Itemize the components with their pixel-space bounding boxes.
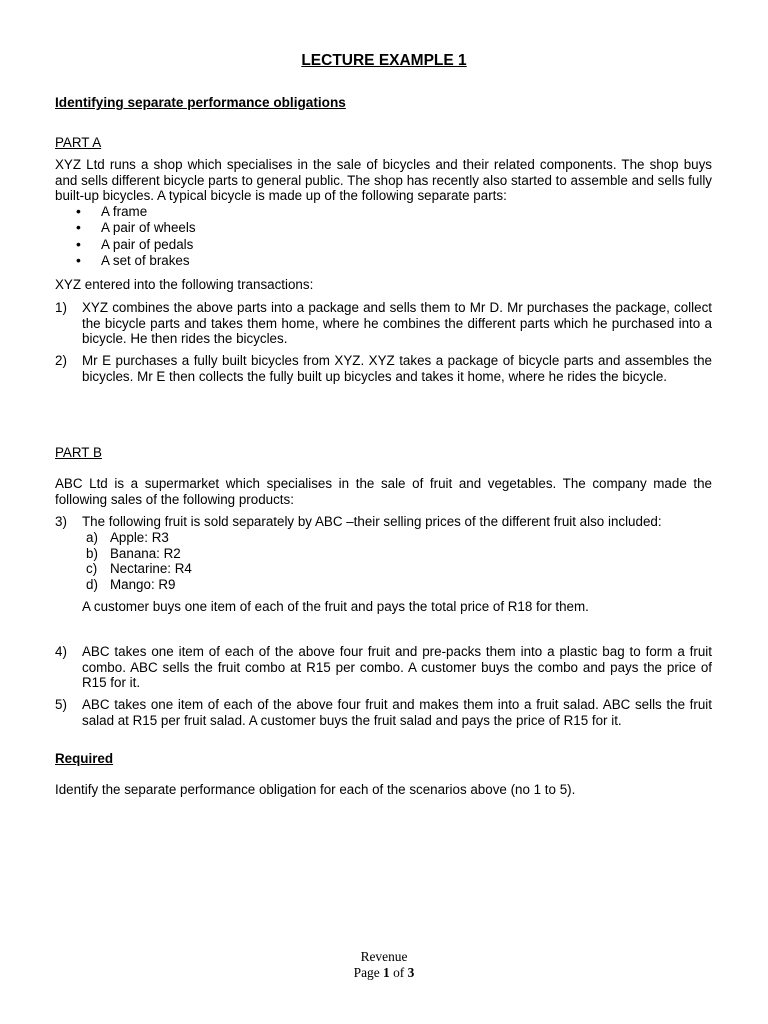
list-item: [86, 530, 192, 546]
item-text: Mr E purchases a fully built bicycles from XYZ. XYZ takes a package of bicycle parts and assembles the bicycles. Mr E then collects the fully built up bicycles and takes it home, where he rides the bicycle.: [82, 353, 712, 384]
item-number: 3): [55, 514, 67, 529]
item-number: 1): [55, 300, 67, 315]
list-item: [86, 546, 192, 562]
item-number: 4): [55, 644, 67, 659]
page-word: Page: [353, 965, 380, 980]
scenario-3: [55, 514, 712, 530]
scenario-5: [55, 697, 712, 728]
fruit-price: Nectarine: R4: [110, 561, 192, 577]
bullet-text: A frame: [101, 204, 148, 219]
item-text: The following fruit is sold separately by ABC –their selling prices of the different fruit also included:: [82, 514, 662, 529]
item-text: ABC takes one item of each of the above four fruit and pre-packs them into a plastic bag to form a fruit combo. ABC sells the fruit combo at R15 per combo. A customer buys the combo and pays the price of R15 for it.: [82, 644, 712, 691]
list-item: [86, 577, 192, 593]
part-b-intro: ABC Ltd is a supermarket which specialises in the sale of fruit and vegetables. The company made the following sales of the following products:: [55, 476, 712, 507]
footer-title: Revenue: [360, 949, 408, 964]
fruit-price-list: [86, 530, 192, 592]
list-item: [76, 220, 196, 236]
scenario-2: [55, 353, 712, 384]
bullet-icon: •: [76, 219, 81, 236]
fruit-price: Banana: R2: [110, 545, 181, 561]
item-text: XYZ combines the above parts into a package and sells them to Mr D. Mr purchases the package, collect the bicycle parts and takes them home, where he combines the different parts which he purchased into a bicycle. He then rides the bicycles.: [82, 300, 712, 347]
bullet-text: A pair of pedals: [101, 236, 194, 252]
list-item: [76, 237, 196, 253]
list-item: [76, 253, 196, 269]
bullet-icon: •: [76, 252, 81, 269]
item-number: 5): [55, 697, 67, 712]
bicycle-parts-list: [76, 204, 196, 270]
required-heading: Required: [55, 751, 114, 766]
page-number: [0, 965, 768, 981]
bullet-icon: •: [76, 203, 81, 219]
item-text: ABC takes one item of each of the above four fruit and makes them into a fruit salad. ABC sells the fruit salad at R15 per fruit salad. A customer buys the fruit salad and pays the price of R15 for it.: [82, 697, 712, 728]
required-text: Identify the separate performance obligation for each of the scenarios above (no 1 to 5).: [55, 782, 576, 797]
page-subtitle: Identifying separate performance obligations: [55, 95, 346, 110]
list-item: [76, 204, 196, 220]
scenario-4: [55, 644, 712, 691]
item-letter: c): [86, 561, 98, 577]
scenario-3-note: A customer buys one item of each of the fruit and pays the total price of R18 for them.: [82, 599, 589, 614]
item-number: 2): [55, 353, 67, 368]
total-pages: 3: [407, 965, 415, 980]
bullet-icon: •: [76, 235, 81, 252]
fruit-price: Apple: R3: [110, 530, 169, 545]
fruit-price: Mango: R9: [110, 576, 176, 592]
part-a-intro: XYZ Ltd runs a shop which specialises in the sale of bicycles and their related components. The shop buys and sells different bicycle parts to general public. The shop has recently also started to assemble and sells fully built-up bicycles. A typical bicycle is made up of the following separate parts:: [55, 157, 712, 204]
transactions-intro: XYZ entered into the following transactions:: [55, 277, 314, 292]
of-word: of: [393, 965, 405, 980]
item-letter: d): [86, 576, 98, 592]
item-letter: a): [86, 530, 98, 545]
bullet-text: A set of brakes: [101, 253, 190, 269]
current-page: 1: [383, 965, 390, 980]
item-letter: b): [86, 545, 98, 561]
bullet-text: A pair of wheels: [101, 220, 196, 236]
page-title: LECTURE EXAMPLE 1: [301, 52, 467, 69]
scenario-1: [55, 300, 712, 347]
part-b-heading: PART B: [55, 445, 102, 460]
list-item: [86, 561, 192, 577]
part-a-heading: PART A: [55, 135, 102, 150]
